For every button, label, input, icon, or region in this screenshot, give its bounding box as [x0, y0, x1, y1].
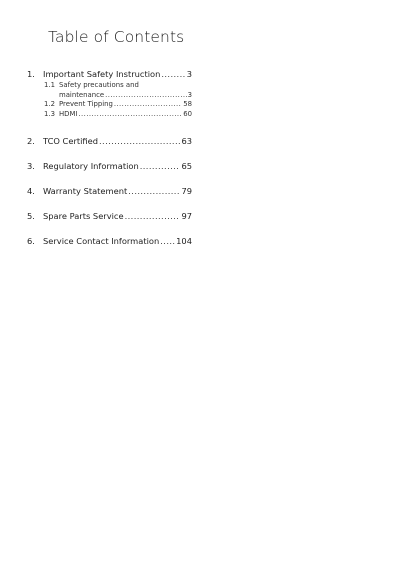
toc-entry-page: 104 [176, 236, 192, 246]
toc-entry-title: Service Contact Information [43, 236, 160, 246]
dot-leader [140, 161, 181, 172]
dot-leader [99, 136, 180, 147]
toc-entry-page: 3 [186, 69, 192, 79]
toc-entry-number: 1. [27, 69, 35, 79]
dot-leader [160, 236, 175, 247]
toc-entry-title: TCO Certified [43, 136, 99, 146]
dot-leader [105, 91, 186, 101]
toc-subentry-1-3[interactable] [44, 110, 192, 120]
toc-entry-page: 79 [181, 186, 192, 196]
toc-entry-6[interactable] [27, 236, 192, 247]
toc-subentry-page: 60 [183, 110, 192, 118]
dot-leader [128, 186, 180, 197]
toc-entry-title: Spare Parts Service [43, 211, 124, 221]
toc-entry-4[interactable] [27, 186, 192, 197]
page-title: Table of Contents [48, 28, 185, 46]
toc-subentry-page: 3 [187, 90, 192, 99]
toc-entry-number: 5. [27, 211, 35, 221]
toc-entry-title: Warranty Statement [43, 186, 128, 196]
dot-leader [114, 100, 182, 110]
toc-entry-title: Important Safety Instruction [43, 69, 161, 79]
toc-entry-1[interactable] [27, 69, 192, 80]
toc-entry-2[interactable] [27, 136, 192, 147]
toc-subentry-title-continued: maintenance [59, 90, 105, 99]
dot-leader [125, 211, 181, 222]
toc-subentry-number: 1.1 [44, 81, 55, 89]
toc-entry-number: 2. [27, 136, 35, 146]
toc-subentry-1-2[interactable] [44, 100, 192, 110]
toc-entry-title: Regulatory Information [43, 161, 139, 171]
toc-subentry-title: HDMI [59, 110, 78, 118]
toc-entry-number: 3. [27, 161, 35, 171]
toc-subentry-1-1[interactable] [44, 81, 192, 100]
dot-leader [161, 69, 185, 80]
toc-entry-page: 63 [181, 136, 192, 146]
toc-entry-number: 6. [27, 236, 35, 246]
toc-entry-page: 97 [181, 211, 192, 221]
toc-entry-number: 4. [27, 186, 35, 196]
toc-subentry-title: Safety precautions and [59, 81, 139, 89]
toc-entry-5[interactable] [27, 211, 192, 222]
toc-subentry-number: 1.3 [44, 110, 55, 118]
toc-subentry-page: 58 [183, 100, 192, 108]
toc-entry-3[interactable] [27, 161, 192, 172]
dot-leader [78, 110, 182, 120]
toc-entry-page: 65 [181, 161, 192, 171]
toc-subentry-title: Prevent Tipping [59, 100, 113, 108]
toc-subentry-number: 1.2 [44, 100, 55, 108]
